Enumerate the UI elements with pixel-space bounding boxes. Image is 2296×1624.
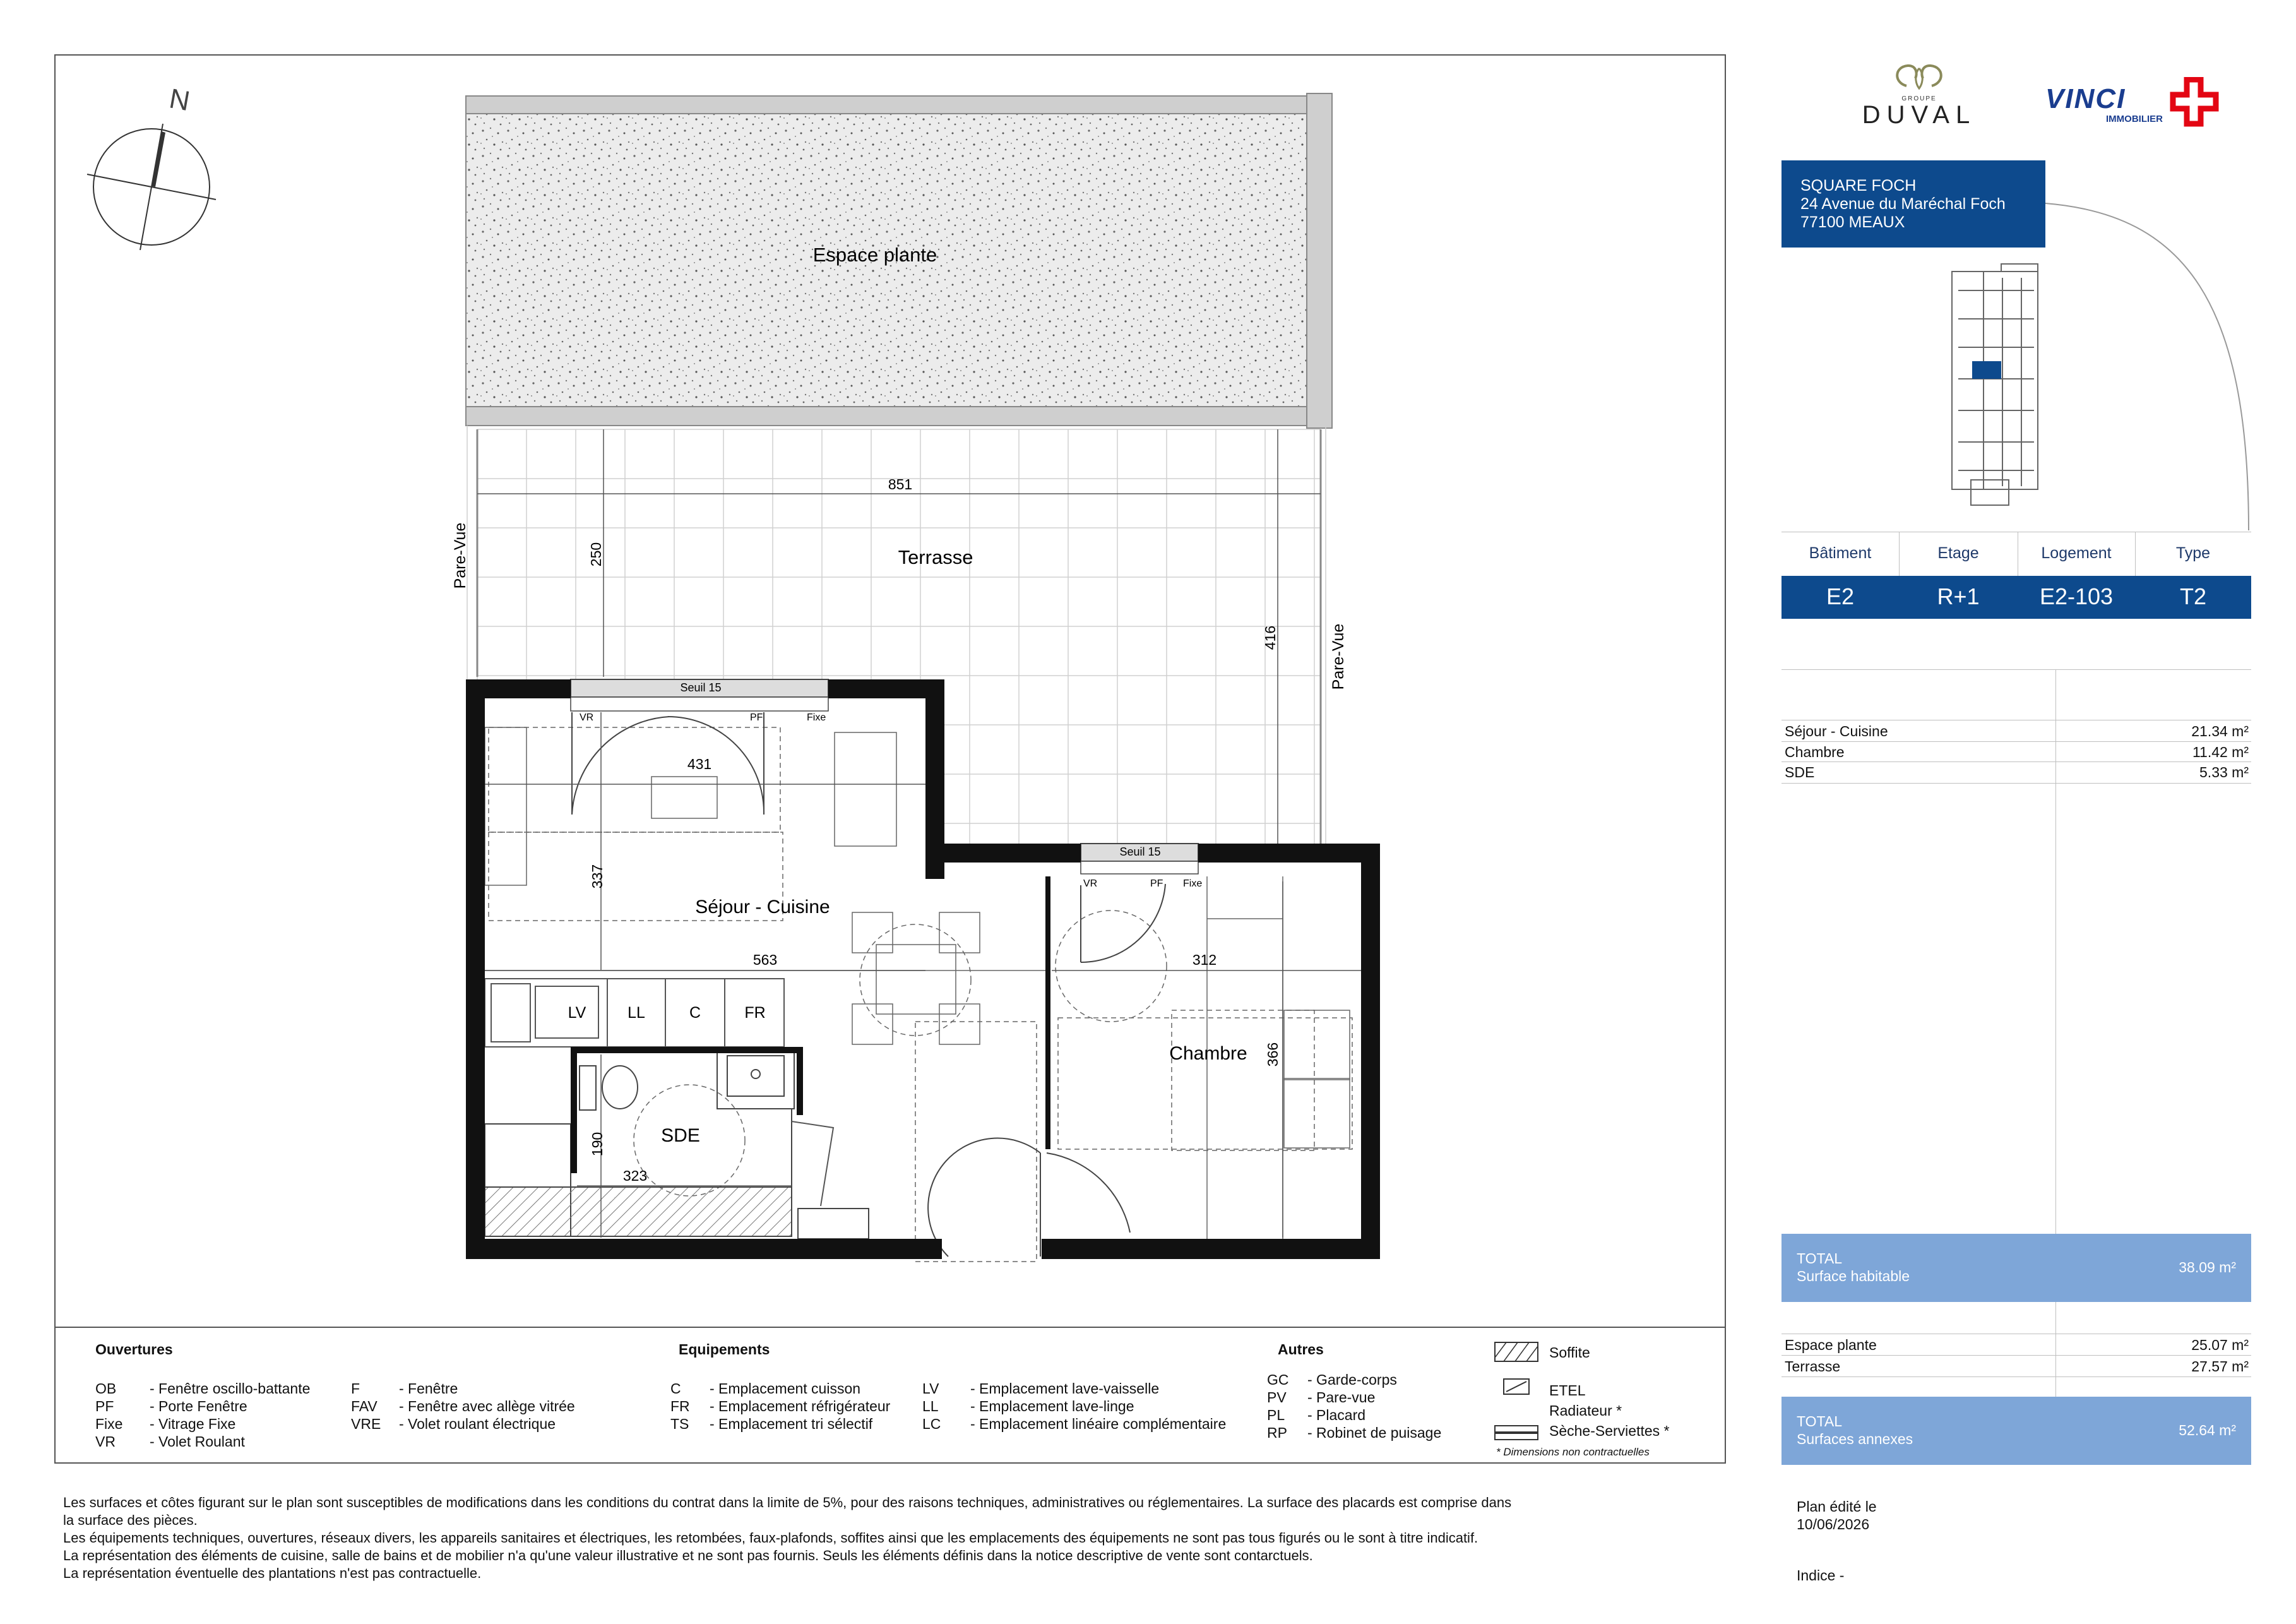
legend-ouvertures-col1: OB - Fenêtre oscillo-battante PF - Porte Fenêtre Fixe - Vitrage Fixe VR - Volet Roulant	[95, 1380, 311, 1450]
window-fixe-2: Fixe	[1183, 878, 1203, 889]
col-logement: Logement	[2041, 544, 2112, 562]
dim-312: 312	[1192, 952, 1217, 968]
annex-name-terrasse: Terrasse	[1785, 1358, 1841, 1375]
sde-label: SDE	[661, 1125, 700, 1146]
total-habitable-band	[1781, 1234, 2251, 1302]
dim-337: 337	[589, 864, 605, 889]
north-label: N	[167, 83, 193, 117]
project-address-2: 77100 MEAUX	[1800, 213, 1905, 231]
kitchen-c: C	[689, 1004, 701, 1022]
disclaimer: Les surfaces et côtes figurant sur le plan sont susceptibles de modifications dans les conditions du contrat dans la limite de 5%, pour des raisons techniques, administratives ou réglementaires. La surface des placards est comprise dans la surface des pièces. Les équipements techniques, ouvertures, réseaux divers, les appareils sanitaires et électriques, les retombées, faux-plafonds, soffites ainsi que les emplacements des équipements ne sont pas tous figurés ou le sont à titre indicatif. La représentation des éléments de cuisine, salle de bains et de mobilier n'a qu'une valeur illustrative et ne sont pas fournis. Seuls les éléments définis dans la notice descriptive de vente sont contarctuels. La représentation éventuelle des plantations n'est pas contractuelle.	[63, 1495, 1512, 1581]
unit-highlight	[1972, 361, 2001, 379]
col-batiment: Bâtiment	[1809, 544, 1872, 562]
dim-431: 431	[687, 756, 712, 772]
legend-equipements-col2: LV - Emplacement lave-vaisselle LL - Emplacement lave-linge LC - Emplacement linéaire complémentaire	[922, 1380, 1227, 1432]
total-annexes-band	[1781, 1397, 2251, 1465]
room-area-sde: 5.33 m²	[2199, 764, 2249, 780]
annex-name-espace-plante: Espace plante	[1785, 1337, 1877, 1353]
dim-190: 190	[589, 1131, 605, 1157]
exterior-walls	[466, 679, 1380, 1259]
duval-logo: GROUPE DUVAL	[1843, 61, 1995, 136]
project-address-1: 24 Avenue du Maréchal Foch	[1800, 195, 2006, 213]
val-etage: R+1	[1937, 583, 1980, 609]
room-area-sejour: 21.34 m²	[2191, 723, 2249, 739]
dim-851: 851	[888, 476, 913, 493]
total-annexes-sublabel: Surfaces annexes	[1797, 1431, 1913, 1447]
legend-equipements-col1: C - Emplacement cuisson FR - Emplacement réfrigérateur TS - Emplacement tri sélectif	[670, 1380, 891, 1432]
edition-info	[1797, 1498, 1877, 1533]
annex-area-espace-plante: 25.07 m²	[2191, 1337, 2249, 1353]
seuil-1: Seuil 15	[680, 681, 722, 694]
kitchen-fr: FR	[744, 1004, 766, 1022]
total-habitable-label: TOTAL	[1797, 1250, 1842, 1267]
radiator-icon	[1495, 1426, 1538, 1432]
indice: Indice -	[1797, 1567, 1845, 1584]
pare-vue-right: Pare-Vue	[1329, 623, 1347, 690]
symbol-radiateur: Radiateur *	[1549, 1402, 1622, 1419]
north-compass	[87, 83, 216, 250]
window-vr-2: VR	[1083, 878, 1098, 889]
total-habitable-value: 38.09 m²	[2179, 1259, 2236, 1275]
duval-emblem-icon	[1888, 61, 1951, 92]
window-pf-2: PF	[1150, 878, 1163, 889]
legend-equipements-title: Equipements	[679, 1341, 770, 1358]
edition-date: 10/06/2026	[1797, 1516, 1870, 1532]
dim-366: 366	[1264, 1042, 1281, 1067]
dim-416: 416	[1262, 625, 1278, 650]
symbol-seche-serviettes: Sèche-Serviettes *	[1549, 1423, 1670, 1439]
window-fixe-1: Fixe	[807, 712, 826, 723]
symbol-soffite: Soffite	[1549, 1344, 1590, 1361]
key-plan	[1781, 189, 2256, 530]
annex-area-terrasse: 27.57 m²	[2191, 1358, 2249, 1375]
legend-ouvertures-title: Ouvertures	[95, 1341, 173, 1358]
pare-vue-left: Pare-Vue	[451, 522, 469, 589]
kitchen-lv: LV	[568, 1004, 586, 1022]
symbol-etel: ETEL	[1549, 1382, 1586, 1399]
legend-symbols	[1491, 1339, 1542, 1484]
legend-ouvertures-col2: F - Fenêtre FAV - Fenêtre avec allège vitrée VRE - Volet roulant électrique	[351, 1380, 575, 1432]
room-name-sejour: Séjour - Cuisine	[1785, 723, 1888, 739]
project-name: SQUARE FOCH	[1800, 177, 1917, 194]
legend-autres-list: GC - Garde-corps PV - Pare-vue PL - Placard RP - Robinet de puisage	[1267, 1371, 1442, 1441]
towel-dryer-icon	[1495, 1433, 1538, 1440]
symbols-note: * Dimensions non contractuelles	[1496, 1446, 1650, 1458]
floor-plan	[54, 54, 1726, 1464]
val-logement: E2-103	[2039, 583, 2114, 609]
legend-autres-title: Autres	[1278, 1341, 1324, 1358]
room-area-chambre: 11.42 m²	[2192, 744, 2249, 760]
window-pf-1: PF	[750, 712, 763, 723]
kitchen-ll: LL	[628, 1004, 645, 1022]
room-name-sde: SDE	[1785, 764, 1815, 780]
terrasse-label: Terrasse	[898, 546, 973, 568]
total-annexes-value: 52.64 m²	[2179, 1422, 2236, 1438]
dim-250: 250	[588, 542, 604, 567]
vinci-cross-icon	[2169, 77, 2220, 128]
total-annexes-label: TOTAL	[1797, 1413, 1842, 1430]
chambre-label: Chambre	[1169, 1043, 1247, 1064]
window-vr-1: VR	[580, 712, 594, 723]
val-type: T2	[2179, 583, 2206, 609]
sejour-label: Séjour - Cuisine	[695, 897, 830, 917]
espace-plante-label: Espace plante	[812, 244, 937, 266]
dim-563: 563	[752, 952, 778, 968]
total-habitable-sublabel: Surface habitable	[1797, 1268, 1910, 1284]
val-batiment: E2	[1826, 583, 1855, 609]
edition-label: Plan édité le	[1797, 1498, 1877, 1515]
col-etage: Etage	[1937, 544, 1979, 562]
room-name-chambre: Chambre	[1785, 744, 1845, 760]
col-type: Type	[2175, 544, 2211, 562]
dim-323: 323	[622, 1167, 648, 1184]
seuil-2: Seuil 15	[1119, 845, 1161, 858]
vinci-logo: VINCI IMMOBILIER	[2043, 77, 2232, 134]
